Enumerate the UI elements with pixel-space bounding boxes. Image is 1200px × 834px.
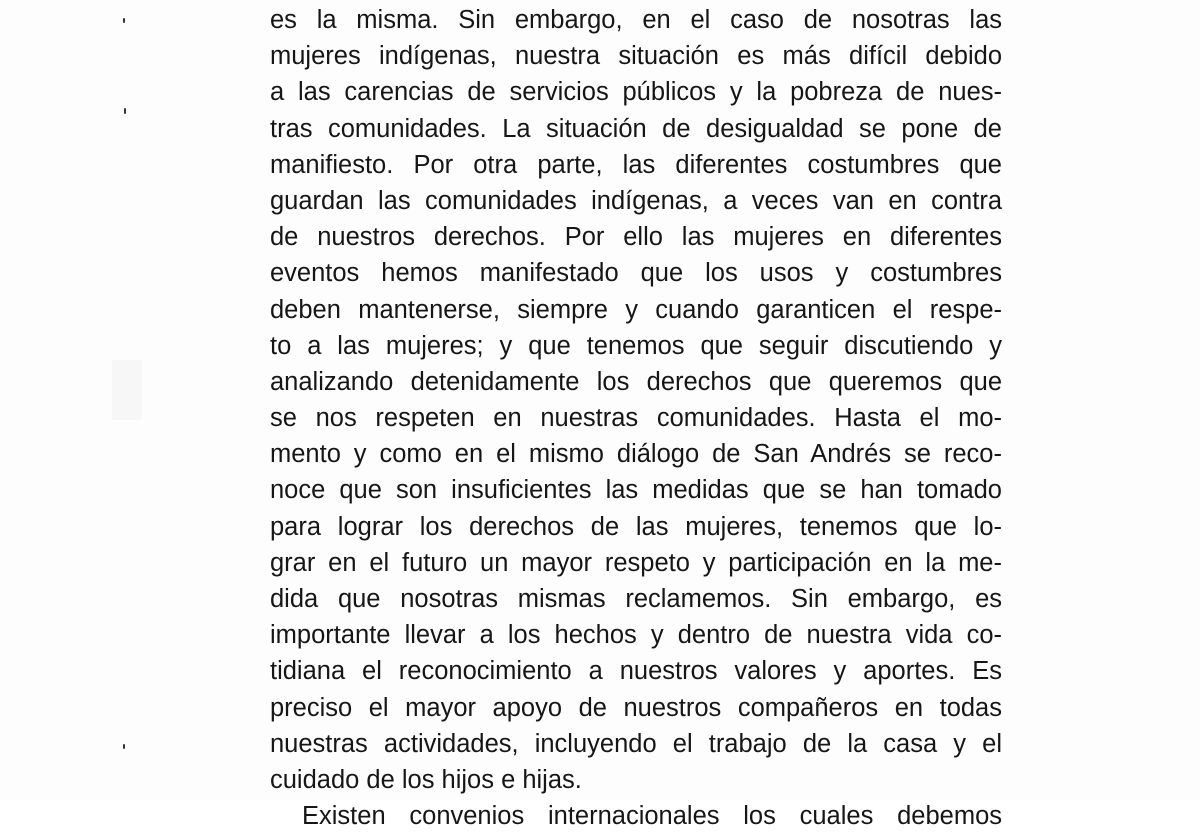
- text-line: grar en el futuro un mayor respeto y participación en la me-: [270, 548, 1002, 577]
- text-line: para lograr los derechos de las mujeres, tenemos que lo-: [270, 512, 1002, 541]
- text-line: es la misma. Sin embargo, en el caso de nosotras las: [270, 6, 1002, 34]
- text-line: a las carencias de servicios públicos y la pobreza de nues-: [270, 78, 1002, 107]
- text-line: se nos respeten en nuestras comunidades. Hasta el mo-: [270, 404, 1002, 433]
- text-line: tidiana el reconocimiento a nuestros valores y aportes. Es: [270, 657, 1002, 686]
- text-line: de nuestros derechos. Por ello las mujeres en diferentes: [270, 223, 1002, 252]
- paragraph-end-line: cuidado de los hijos e hijas.: [270, 765, 582, 794]
- text-line: mento y como en el mismo diálogo de San Andrés se reco-: [270, 440, 1002, 469]
- margin-speck: [123, 744, 125, 749]
- text-line: deben mantenerse, siempre y cuando garanticen el respe-: [270, 295, 1002, 324]
- text-line: mujeres indígenas, nuestra situación es más difícil debido: [270, 42, 1002, 71]
- text-line: eventos hemos manifestado que los usos y costumbres: [270, 259, 1002, 288]
- body-text: [270, 2, 1002, 834]
- paragraph-start-line: Existen convenios internacionales los cuales debemos: [302, 802, 1002, 831]
- text-line: nuestras actividades, incluyendo el trabajo de la casa y el: [270, 729, 1002, 758]
- text-line: to a las mujeres; y que tenemos que seguir discutiendo y: [270, 331, 1002, 360]
- text-line: dida que nosotras mismas reclamemos. Sin embargo, es: [270, 585, 1002, 613]
- text-line: analizando detenidamente los derechos que queremos que: [270, 367, 1002, 396]
- text-line: manifiesto. Por otra parte, las diferentes costumbres que: [270, 150, 1002, 179]
- margin-speck: [123, 18, 125, 23]
- text-line: preciso el mayor apoyo de nuestros compañeros en todas: [270, 693, 1002, 722]
- text-line: tras comunidades. La situación de desigualdad se pone de: [270, 114, 1002, 143]
- margin-speck: [124, 108, 126, 114]
- text-line: noce que son insuficientes las medidas que se han tomado: [270, 476, 1002, 505]
- paper-shadow: [112, 360, 142, 420]
- text-line: guardan las comunidades indígenas, a veces van en contra: [270, 186, 1002, 215]
- text-line: importante llevar a los hechos y dentro de nuestra vida co-: [270, 621, 1002, 650]
